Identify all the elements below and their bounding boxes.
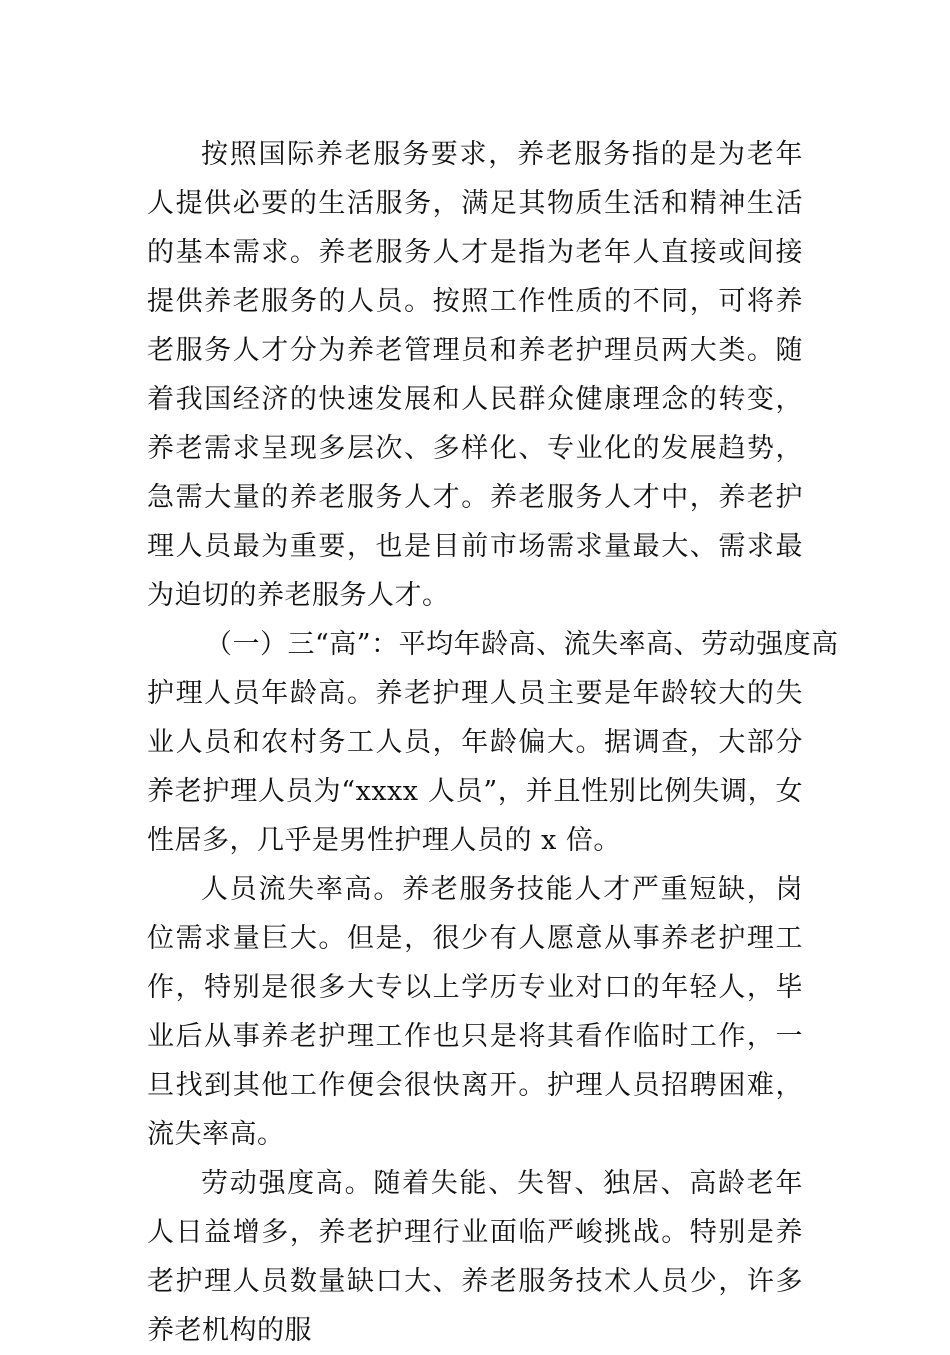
paragraph-turnover: 人员流失率高。养老服务技能人才严重短缺，岗位需求量巨大。但是，很少有人愿意从事养老护理工作，特别是很多大专以上学历专业对口的年轻人，毕业后从事养老护理工作也只是将其看作临时工作，一旦找到其他工作便会很快离开。护理人员招聘困难，流失率高。 (147, 874, 803, 1150)
paragraph-intro: 按照国际养老服务要求，养老服务指的是为老年人提供必要的生活服务，满足其物质生活和精神生活的基本需求。养老服务人才是指为老年人直接或间接提供养老服务的人员。按照工作性质的不同，可将养老服务人才分为养老管理员和养老护理员两大类。随着我国经济的快速发展和人民群众健康理念的转变，养老需求呈现多层次、多样化、专业化的发展趋势，急需大量的养老服务人才。养老服务人才中，养老护理人员最为重要，也是目前市场需求量最大、需求最为迫切的养老服务人才。 (147, 139, 803, 611)
document-body (147, 130, 839, 1355)
section-heading: （一）三“高”：平均年龄高、流失率高、劳动强度高 (205, 629, 839, 660)
paragraph-workload: 劳动强度高。随着失能、失智、独居、高龄老年人日益增多，养老护理行业面临严峻挑战。特别是养老护理人员数量缺口大、养老服务技术人员少，许多养老机构的服 (147, 1168, 803, 1346)
paragraph-age: 护理人员年龄高。养老护理人员主要是年龄较大的失业人员和农村务工人员，年龄偏大。据调查，大部分养老护理人员为“xxxx 人员”，并且性别比例失调，女性居多，几乎是男性护理人员的 x 倍。 (147, 678, 803, 856)
